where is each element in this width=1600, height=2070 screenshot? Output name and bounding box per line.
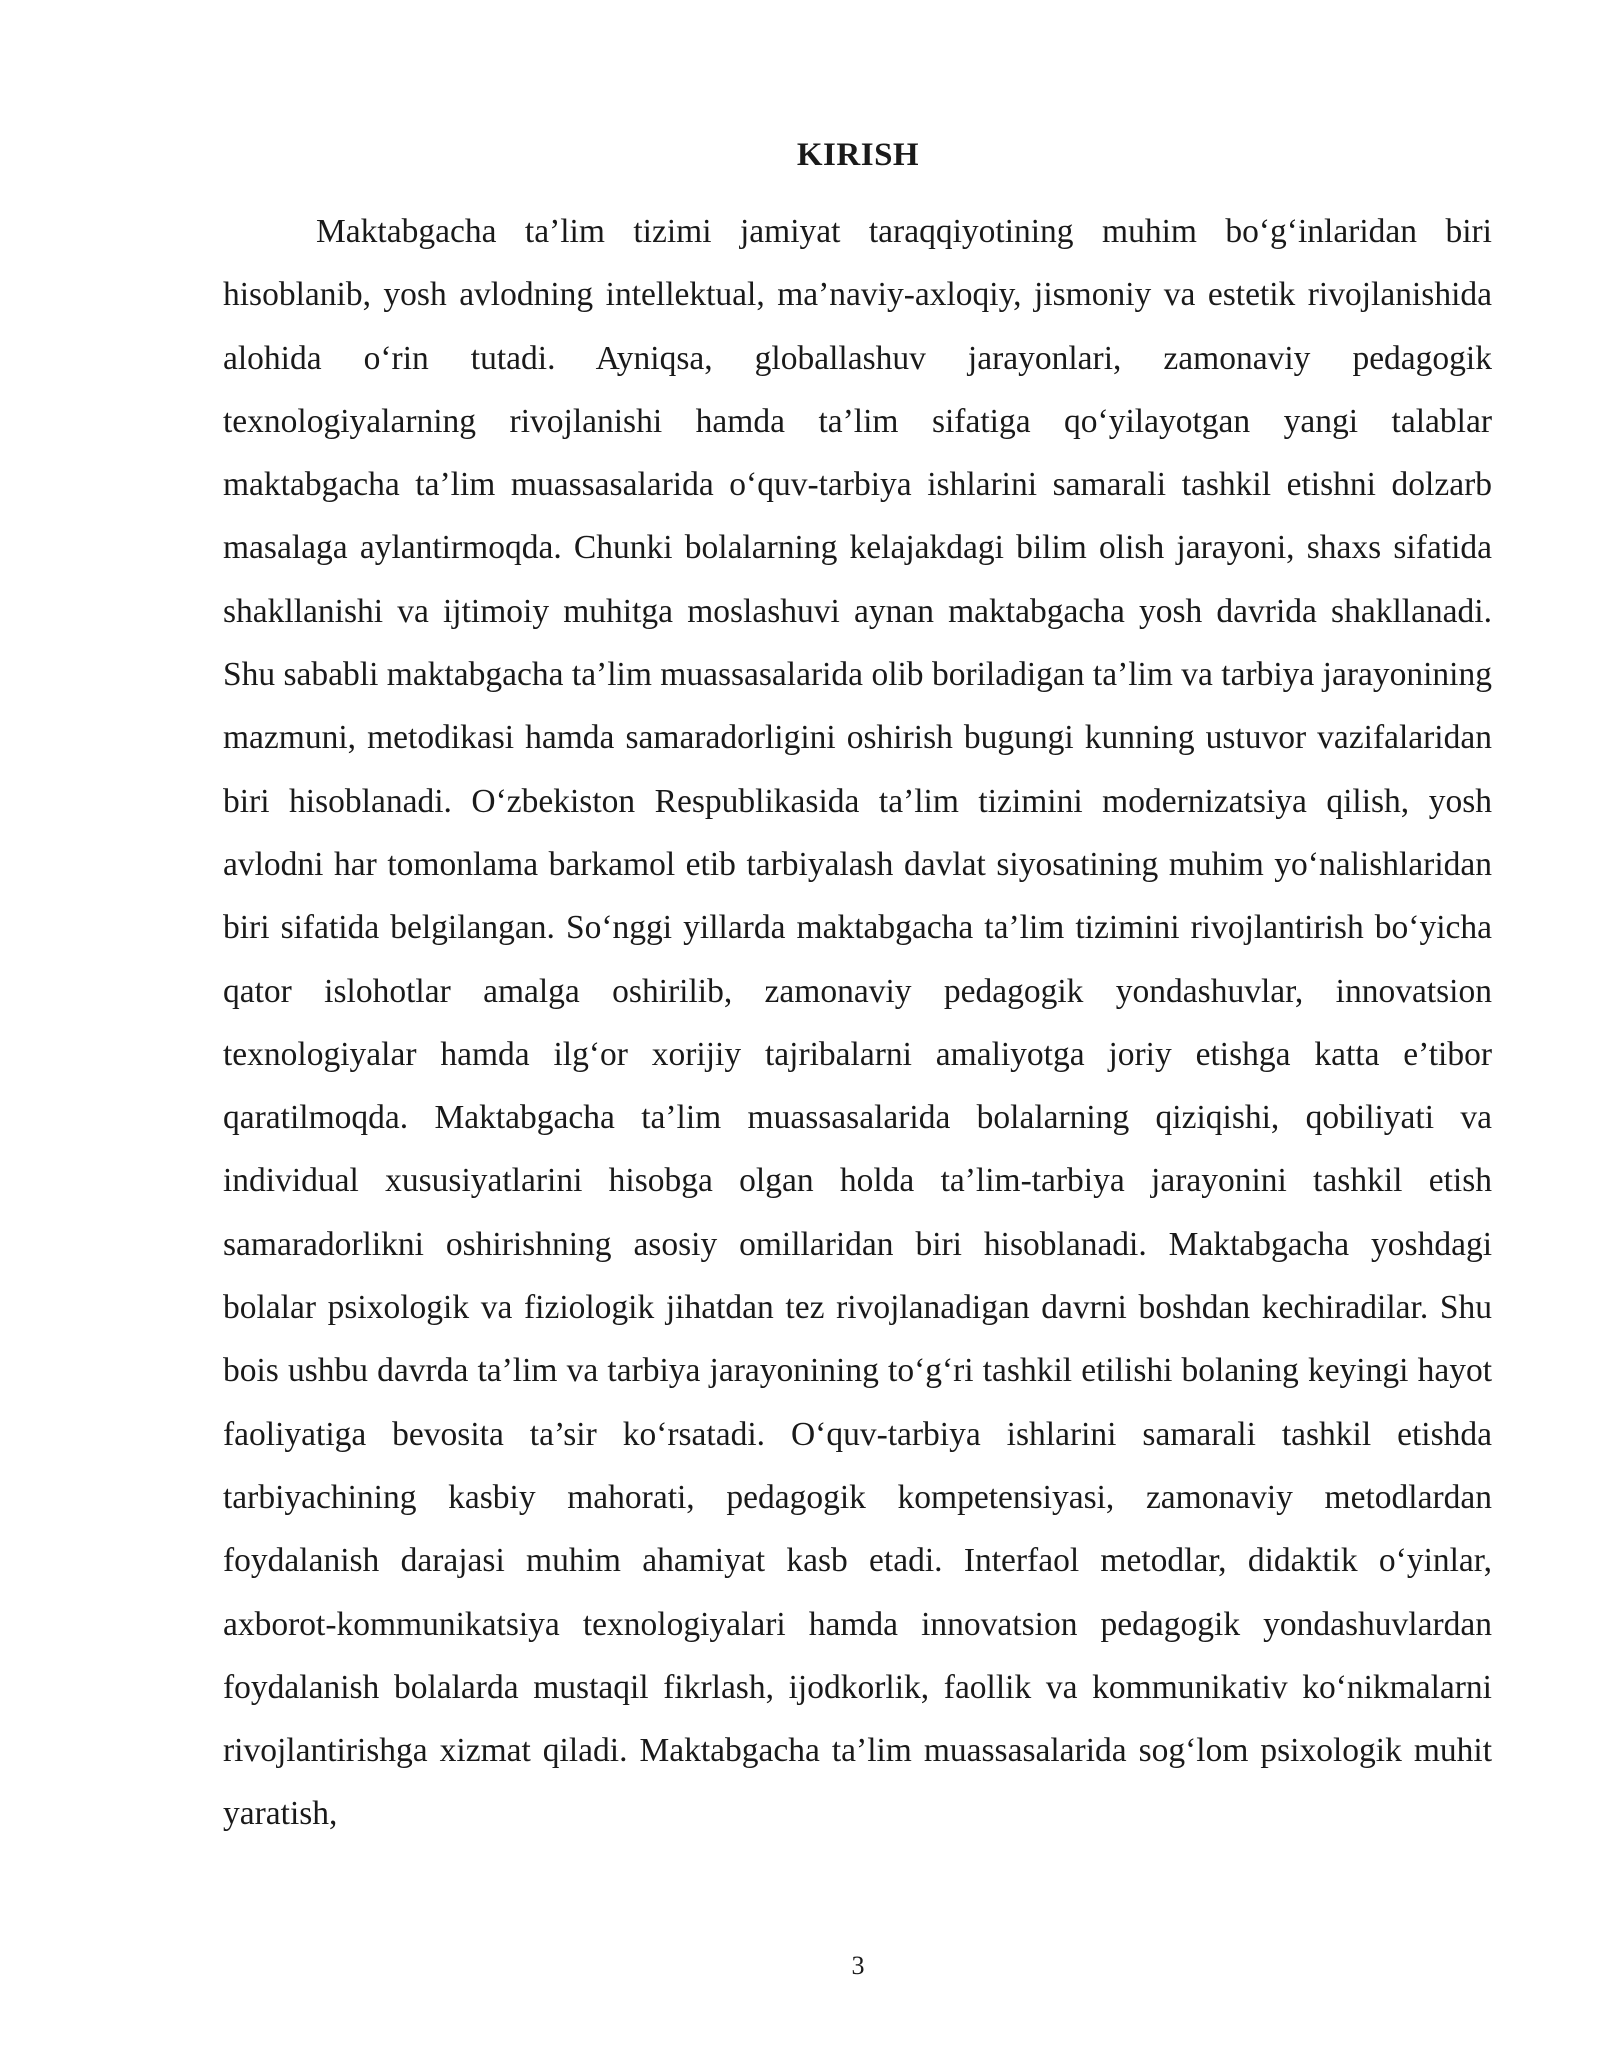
section-heading: KIRISH [796,137,920,173]
page-number: 3 [851,1951,865,1980]
body-paragraph: Maktabgacha ta’lim tizimi jamiyat taraqqiyotining muhim bo‘g‘inlaridan biri hisoblanib, yosh avlodning intellektual, ma’naviy-axloqiy, jismoniy va estetik rivojlanishida alohida o‘rin tutadi. Ayniqsa, globallashuv jarayonlari, zamonaviy pedagogik texnologiyalarning rivojlanishi hamda ta’lim sifatiga qo‘yilayotgan yangi talablar maktabgacha ta’lim muassasalarida o‘quv-tarbiya ishlarini samarali tashkil etishni dolzarb masalaga aylantirmoqda. Chunki bolalarning kelajakdagi bilim olish jarayoni, shaxs sifatida shakllanishi va ijtimoiy muhitga moslashuvi aynan maktabgacha yosh davrida shakllanadi. Shu sababli maktabgacha ta’lim muassasalarida olib boriladigan ta’lim va tarbiya jarayonining mazmuni, metodikasi hamda samaradorligini oshirish bugungi kunning ustuvor vazifalaridan biri hisoblanadi. O‘zbekiston Respublikasida ta’lim tizimini modernizatsiya qilish, yosh avlodni har tomonlama barkamol etib tarbiyalash davlat siyosatining muhim yo‘nalishlaridan biri sifatida belgilangan. So‘nggi yillarda maktabgacha ta’lim tizimini rivojlantirish bo‘yicha qator islohotlar amalga oshirilib, zamonaviy pedagogik yondashuvlar, innovatsion texnologiyalar hamda ilg‘or xorijiy tajribalarni amaliyotga joriy etishga katta e’tibor qaratilmoqda. Maktabgacha ta’lim muassasalarida bolalarning qiziqishi, qobiliyati va individual xususiyatlarini hisobga olgan holda ta’lim-tarbiya jarayonini tashkil etish samaradorlikni oshirishning asosiy omillaridan biri hisoblanadi. Maktabgacha yoshdagi bolalar psixologik va fiziologik jihatdan tez rivojlanadigan davrni boshdan kechiradilar. Shu bois ushbu davrda ta’lim va tarbiya jarayonining to‘g‘ri tashkil etilishi bolaning keyingi hayot faoliyatiga bevosita ta’sir ko‘rsatadi. O‘quv-tarbiya ishlarini samarali tashkil etishda tarbiyachining kasbiy mahorati, pedagogik kompetensiyasi, zamonaviy metodlardan foydalanish darajasi muhim ahamiyat kasb etadi. Interfaol metodlar, didaktik o‘yinlar, axborot-kommunikatsiya texnologiyalari hamda innovatsion pedagogik yondashuvlardan foydalanish bolalarda mustaqil fikrlash, ijodkorlik, faollik va kommunikativ ko‘nikmalarni rivojlantirishga xizmat qiladi. Maktabgacha ta’lim muassasalarida sog‘lom psixologik muhit yaratish, [223,213,1492,1833]
